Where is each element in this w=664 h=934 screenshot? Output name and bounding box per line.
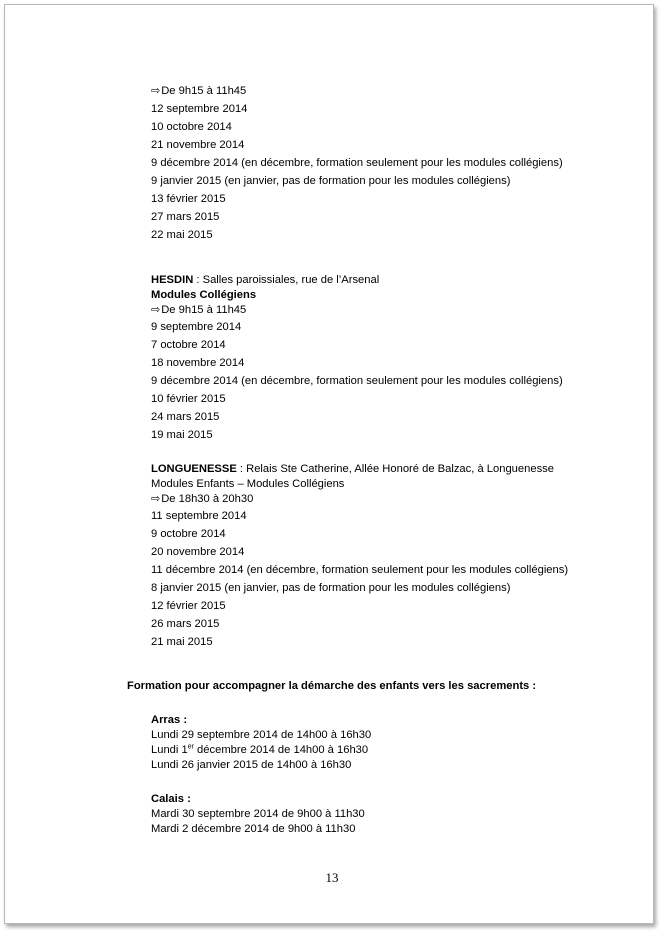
date-line: 9 janvier 2015 (en janvier, pas de formation pour les modules collégiens) [151, 175, 511, 187]
date-line: 9 décembre 2014 (en décembre, formation seulement pour les modules collégiens) [151, 157, 563, 169]
city-title: Arras : [151, 714, 188, 726]
time-line: ⇨De 9h15 à 11h45 [151, 85, 247, 97]
date-line: 19 mai 2015 [151, 429, 213, 441]
page-number: 13 [325, 870, 339, 885]
date-line: 22 mai 2015 [151, 229, 213, 241]
location-address: : Relais Ste Catherine, Allée Honoré de Balzac, à Longuenesse [236, 463, 554, 475]
location-name: HESDIN [151, 274, 194, 286]
time-line: ⇨De 9h15 à 11h45 [151, 304, 247, 316]
date-line: 13 février 2015 [151, 193, 226, 205]
right-arrow-icon: ⇨ [151, 493, 161, 505]
location-line [151, 273, 563, 288]
date-line: 12 septembre 2014 [151, 103, 248, 115]
longuenesse-section [151, 462, 568, 651]
date-line: 24 mars 2015 [151, 411, 220, 423]
hesdin-section [151, 273, 563, 444]
session-line: Lundi 1er décembre 2014 de 14h00 à 16h30 [151, 743, 369, 756]
location-line [151, 462, 568, 477]
schedule-section-1 [151, 82, 563, 244]
date-line: 10 octobre 2014 [151, 121, 232, 133]
date-line: 11 septembre 2014 [151, 510, 247, 522]
time-line: ⇨De 18h30 à 20h30 [151, 493, 254, 505]
date-line: 21 novembre 2014 [151, 139, 245, 151]
session-line: Lundi 26 janvier 2015 de 14h00 à 16h30 [151, 759, 352, 771]
date-line: 12 février 2015 [151, 600, 226, 612]
right-arrow-icon: ⇨ [151, 85, 161, 97]
date-line: 11 décembre 2014 (en décembre, formation seulement pour les modules collégiens) [151, 564, 569, 576]
right-arrow-icon: ⇨ [151, 304, 161, 316]
date-line: 27 mars 2015 [151, 211, 220, 223]
date-line: 9 septembre 2014 [151, 321, 242, 333]
date-line: 9 octobre 2014 [151, 528, 226, 540]
modules-label: Modules Enfants – Modules Collégiens [151, 478, 345, 490]
date-line: 21 mai 2015 [151, 636, 213, 648]
date-line: 18 novembre 2014 [151, 357, 245, 369]
date-line: 7 octobre 2014 [151, 339, 226, 351]
date-line: 20 novembre 2014 [151, 546, 245, 558]
modules-label: Modules Collégiens [151, 289, 257, 301]
session-line: Mardi 2 décembre 2014 de 9h00 à 11h30 [151, 823, 356, 835]
date-line: 8 janvier 2015 (en janvier, pas de formation pour les modules collégiens) [151, 582, 511, 594]
date-line: 9 décembre 2014 (en décembre, formation seulement pour les modules collégiens) [151, 375, 563, 387]
calais-section [151, 792, 365, 837]
location-address: : Salles paroissiales, rue de l’Arsenal [193, 274, 380, 286]
section-heading: Formation pour accompagner la démarche des enfants vers les sacrements : [127, 680, 537, 692]
arras-section [151, 713, 371, 773]
city-title: Calais : [151, 793, 191, 805]
session-line: Lundi 29 septembre 2014 de 14h00 à 16h30 [151, 729, 372, 741]
session-line: Mardi 30 septembre 2014 de 9h00 à 11h30 [151, 808, 365, 820]
date-line: 26 mars 2015 [151, 618, 220, 630]
date-line: 10 février 2015 [151, 393, 226, 405]
location-name: LONGUENESSE [151, 463, 237, 475]
